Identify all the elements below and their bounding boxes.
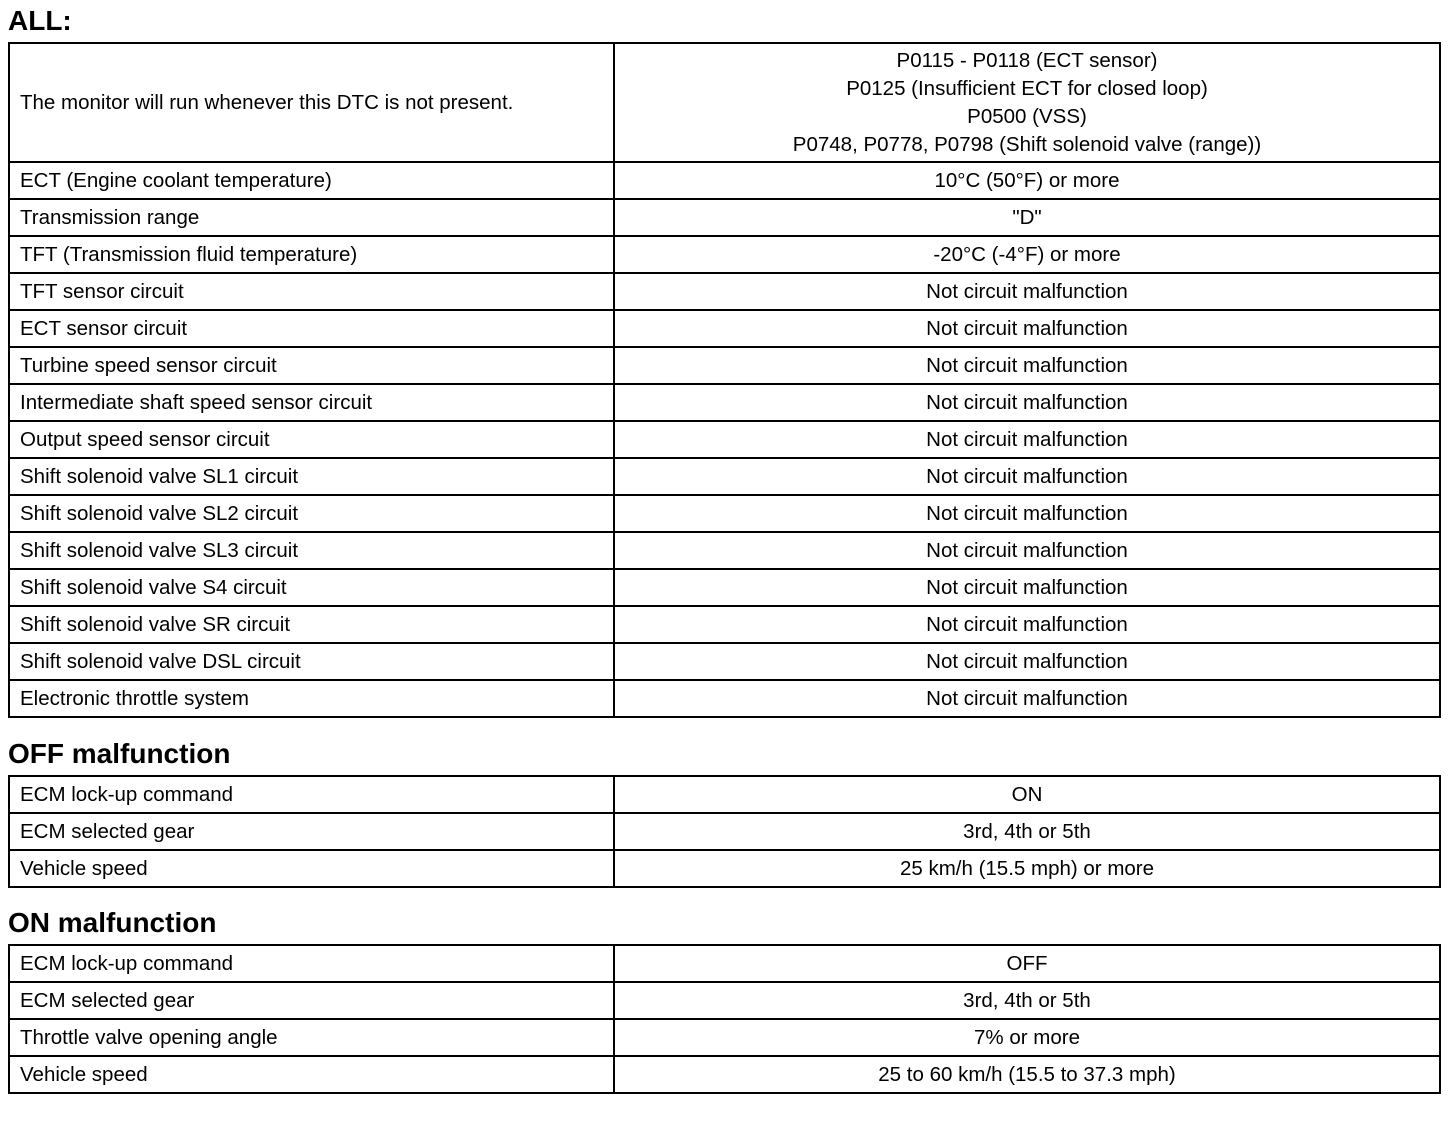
value-cell: Not circuit malfunction bbox=[614, 273, 1440, 310]
table-row bbox=[9, 347, 1440, 384]
table-row bbox=[9, 384, 1440, 421]
section-heading-on-malfunction: ON malfunction bbox=[8, 907, 217, 938]
condition-cell: Transmission range bbox=[9, 199, 614, 236]
value-cell: Not circuit malfunction bbox=[614, 680, 1440, 717]
condition-cell: TFT sensor circuit bbox=[9, 273, 614, 310]
value-cell: 10°C (50°F) or more bbox=[614, 162, 1440, 199]
condition-cell: Vehicle speed bbox=[9, 850, 614, 887]
table-row bbox=[9, 532, 1440, 569]
table-row bbox=[9, 850, 1440, 887]
value-cell: Not circuit malfunction bbox=[614, 421, 1440, 458]
value-cell: Not circuit malfunction bbox=[614, 458, 1440, 495]
condition-cell: Output speed sensor circuit bbox=[9, 421, 614, 458]
table-row bbox=[9, 310, 1440, 347]
condition-cell: ECT (Engine coolant temperature) bbox=[9, 162, 614, 199]
condition-cell: Shift solenoid valve SL2 circuit bbox=[9, 495, 614, 532]
value-cell: -20°C (-4°F) or more bbox=[614, 236, 1440, 273]
value-cell: 3rd, 4th or 5th bbox=[614, 982, 1440, 1019]
value-cell: Not circuit malfunction bbox=[614, 569, 1440, 606]
table-row bbox=[9, 495, 1440, 532]
conditions-table-off-malfunction bbox=[8, 775, 1441, 888]
dtc-line: P0500 (VSS) bbox=[967, 104, 1087, 128]
value-cell bbox=[614, 43, 1440, 162]
table-row bbox=[9, 43, 1440, 162]
value-cell: OFF bbox=[614, 945, 1440, 982]
condition-cell: Electronic throttle system bbox=[9, 680, 614, 717]
table-row bbox=[9, 945, 1440, 982]
section-heading-off-malfunction: OFF malfunction bbox=[8, 738, 231, 769]
condition-cell: ECM selected gear bbox=[9, 982, 614, 1019]
table-row bbox=[9, 236, 1440, 273]
condition-cell: Turbine speed sensor circuit bbox=[9, 347, 614, 384]
value-cell: Not circuit malfunction bbox=[614, 643, 1440, 680]
value-cell: 25 to 60 km/h (15.5 to 37.3 mph) bbox=[614, 1056, 1440, 1093]
table-row bbox=[9, 199, 1440, 236]
condition-cell: Shift solenoid valve S4 circuit bbox=[9, 569, 614, 606]
conditions-table-on-malfunction bbox=[8, 944, 1441, 1094]
condition-cell: Shift solenoid valve DSL circuit bbox=[9, 643, 614, 680]
table-row bbox=[9, 273, 1440, 310]
value-cell: Not circuit malfunction bbox=[614, 495, 1440, 532]
table-row bbox=[9, 606, 1440, 643]
value-cell: 25 km/h (15.5 mph) or more bbox=[614, 850, 1440, 887]
conditions-table-all bbox=[8, 42, 1441, 718]
condition-cell: Vehicle speed bbox=[9, 1056, 614, 1093]
table-row bbox=[9, 162, 1440, 199]
value-cell: 7% or more bbox=[614, 1019, 1440, 1056]
table-row bbox=[9, 421, 1440, 458]
condition-cell: ECM selected gear bbox=[9, 813, 614, 850]
table-row bbox=[9, 569, 1440, 606]
table-row bbox=[9, 1019, 1440, 1056]
condition-cell: ECT sensor circuit bbox=[9, 310, 614, 347]
dtc-line: P0125 (Insufficient ECT for closed loop) bbox=[846, 76, 1208, 100]
table-row bbox=[9, 643, 1440, 680]
value-cell: Not circuit malfunction bbox=[614, 384, 1440, 421]
document-page bbox=[8, 0, 1439, 1094]
condition-cell: The monitor will run whenever this DTC is not present. bbox=[9, 43, 614, 162]
dtc-line: P0115 - P0118 (ECT sensor) bbox=[896, 48, 1158, 72]
value-cell: Not circuit malfunction bbox=[614, 606, 1440, 643]
value-cell: "D" bbox=[614, 199, 1440, 236]
table-row bbox=[9, 982, 1440, 1019]
condition-cell: ECM lock-up command bbox=[9, 776, 614, 813]
condition-cell: TFT (Transmission fluid temperature) bbox=[9, 236, 614, 273]
condition-cell: Shift solenoid valve SL3 circuit bbox=[9, 532, 614, 569]
value-cell: ON bbox=[614, 776, 1440, 813]
table-row bbox=[9, 813, 1440, 850]
table-row bbox=[9, 680, 1440, 717]
section-heading-all: ALL: bbox=[8, 5, 72, 36]
value-cell: Not circuit malfunction bbox=[614, 310, 1440, 347]
table-row bbox=[9, 458, 1440, 495]
condition-cell: Shift solenoid valve SL1 circuit bbox=[9, 458, 614, 495]
condition-cell: Throttle valve opening angle bbox=[9, 1019, 614, 1056]
value-cell: Not circuit malfunction bbox=[614, 532, 1440, 569]
value-cell: Not circuit malfunction bbox=[614, 347, 1440, 384]
table-row bbox=[9, 1056, 1440, 1093]
condition-cell: Intermediate shaft speed sensor circuit bbox=[9, 384, 614, 421]
value-cell: 3rd, 4th or 5th bbox=[614, 813, 1440, 850]
condition-cell: Shift solenoid valve SR circuit bbox=[9, 606, 614, 643]
condition-cell: ECM lock-up command bbox=[9, 945, 614, 982]
dtc-line: P0748, P0778, P0798 (Shift solenoid valve (range)) bbox=[792, 132, 1262, 156]
table-row bbox=[9, 776, 1440, 813]
